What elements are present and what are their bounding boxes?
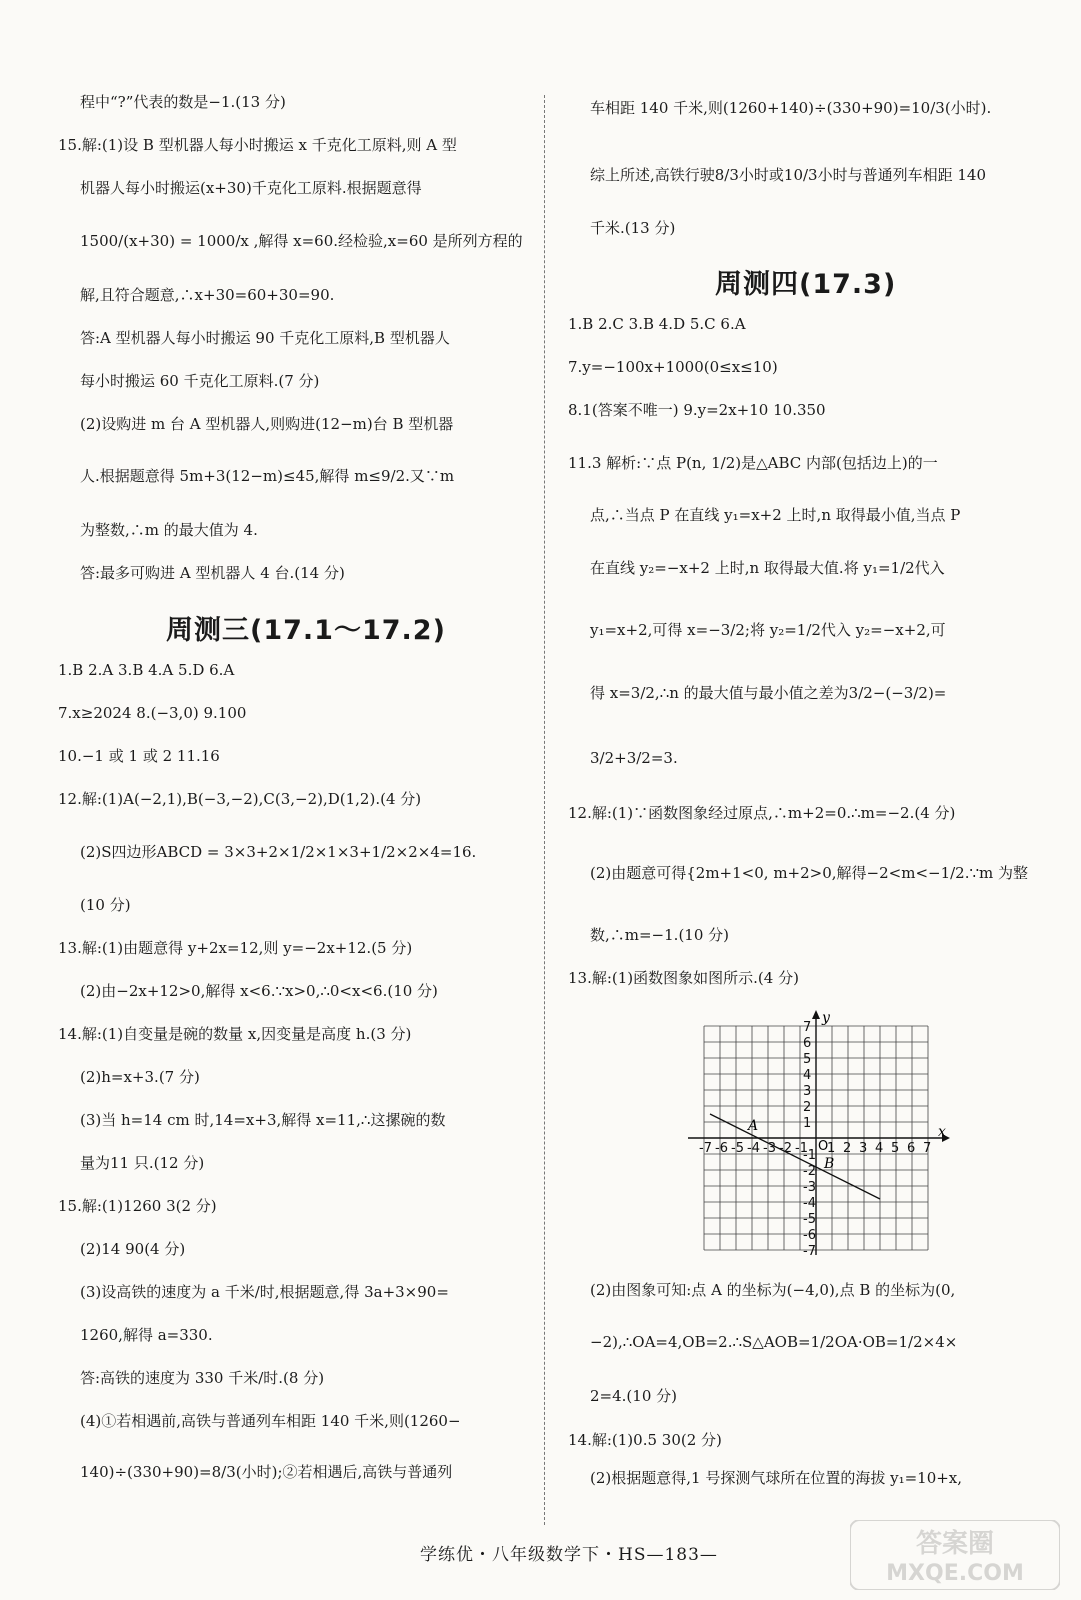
y-tick-label: 6 xyxy=(803,1036,812,1051)
x-tick-label: -5 xyxy=(731,1141,744,1156)
text-line: 量为11 只.(12 分) xyxy=(80,1154,205,1172)
y-tick-label: -4 xyxy=(803,1196,816,1211)
y-tick-label: 2 xyxy=(803,1100,812,1115)
text-line: (2)h=x+3.(7 分) xyxy=(80,1068,200,1086)
text-line: 1.B 2.C 3.B 4.D 5.C 6.A xyxy=(568,315,746,333)
x-tick-label: -4 xyxy=(747,1141,760,1156)
text-line: 得 x=3/2,∴n 的最大值与最小值之差为3/2−(−3/2)= xyxy=(590,684,947,702)
text-line: (3)当 h=14 cm 时,14=x+3,解得 x=11,∴这摞碗的数 xyxy=(80,1111,446,1129)
y-tick-label: -3 xyxy=(803,1180,816,1195)
x-tick-label: -3 xyxy=(763,1141,776,1156)
text-line: −2),∴OA=4,OB=2.∴S△AOB=1/2OA·OB=1/2×4× xyxy=(590,1333,958,1351)
x-tick-label: 2 xyxy=(843,1141,852,1156)
text-line: 10.−1 或 1 或 2 11.16 xyxy=(58,747,220,765)
text-line: (2)根据题意得,1 号探测气球所在位置的海拔 y₁=10+x, xyxy=(590,1469,963,1487)
text-line: 7.x≥2024 8.(−3,0) 9.100 xyxy=(58,704,247,722)
y-tick-label: 5 xyxy=(803,1052,812,1067)
text-line: 综上所述,高铁行驶8/3小时或10/3小时与普通列车相距 140 xyxy=(590,166,986,184)
text-line: 在直线 y₂=−x+2 上时,n 取得最大值.将 y₁=1/2代入 xyxy=(590,559,945,577)
text-line: 140)÷(330+90)=8/3(小时);②若相遇后,高铁与普通列 xyxy=(80,1463,453,1481)
text-line: 12.解:(1)A(−2,1),B(−3,−2),C(3,−2),D(1,2).(4 分) xyxy=(58,790,422,808)
text-line: y₁=x+2,可得 x=−3/2;将 y₂=1/2代入 y₂=−x+2,可 xyxy=(590,621,946,639)
text-line: 机器人每小时搬运(x+30)千克化工原料.根据题意得 xyxy=(80,179,422,197)
x-tick-label: 4 xyxy=(875,1141,884,1156)
text-line: 11.3 解析:∵点 P(n, 1/2)是△ABC 内部(包括边上)的一 xyxy=(568,454,938,472)
text-line: 13.解:(1)函数图象如图所示.(4 分) xyxy=(568,969,799,987)
text-line: (2)由图象可知:点 A 的坐标为(−4,0),点 B 的坐标为(0, xyxy=(590,1281,956,1299)
x-tick-label: -6 xyxy=(715,1141,728,1156)
text-line: 14.解:(1)0.5 30(2 分) xyxy=(568,1431,722,1449)
text-line: 12.解:(1)∵函数图象经过原点,∴m+2=0.∴m=−2.(4 分) xyxy=(568,804,956,822)
text-line: 人.根据题意得 5m+3(12−m)≤45,解得 m≤9/2.又∵m xyxy=(80,467,455,485)
text-line: 答:A 型机器人每小时搬运 90 千克化工原料,B 型机器人 xyxy=(80,329,450,347)
svg-text:MXQE.COM: MXQE.COM xyxy=(886,1561,1024,1586)
text-line: 3/2+3/2=3. xyxy=(590,749,678,767)
x-tick-label: -2 xyxy=(779,1141,792,1156)
text-line: (4)①若相遇前,高铁与普通列车相距 140 千米,则(1260− xyxy=(80,1412,461,1430)
text-line: (10 分) xyxy=(80,896,131,914)
text-line: (3)设高铁的速度为 a 千米/时,根据题意,得 3a+3×90= xyxy=(80,1283,449,1301)
function-graph xyxy=(688,1010,958,1260)
page-footer: 学练优・八年级数学下・HS—183— xyxy=(420,1545,718,1565)
y-tick-label: -7 xyxy=(803,1244,816,1259)
x-axis-label: x xyxy=(938,1124,946,1140)
text-line: 每小时搬运 60 千克化工原料.(7 分) xyxy=(80,372,320,390)
text-line: (2)由−2x+12>0,解得 x<6.∵x>0,∴0<x<6.(10 分) xyxy=(80,982,438,1000)
y-tick-label: 7 xyxy=(803,1020,812,1035)
text-line: 答:最多可购进 A 型机器人 4 台.(14 分) xyxy=(80,564,345,582)
text-line: 2=4.(10 分) xyxy=(590,1387,677,1405)
point-b-label: B xyxy=(824,1156,835,1172)
y-tick-label: 4 xyxy=(803,1068,812,1083)
text-line: 解,且符合题意,∴x+30=60+30=90. xyxy=(80,286,335,304)
section-heading-week-3: 周测三(17.1～17.2) xyxy=(166,615,446,646)
y-tick-label: -6 xyxy=(803,1228,816,1243)
text-line: 为整数,∴m 的最大值为 4. xyxy=(80,521,258,539)
text-line: 程中“?”代表的数是−1.(13 分) xyxy=(80,93,286,111)
text-line: (2)S四边形ABCD = 3×3+2×1/2×1×3+1/2×2×4=16. xyxy=(80,843,477,861)
y-tick-label: 1 xyxy=(803,1116,812,1131)
x-tick-label: 1 xyxy=(827,1141,836,1156)
text-line: 13.解:(1)由题意得 y+2x=12,则 y=−2x+12.(5 分) xyxy=(58,939,413,957)
y-tick-label: -2 xyxy=(803,1164,816,1179)
svg-text:答案圈: 答案圈 xyxy=(915,1529,995,1559)
text-line: 车相距 140 千米,则(1260+140)÷(330+90)=10/3(小时). xyxy=(590,99,992,117)
y-tick-label: 3 xyxy=(803,1084,812,1099)
text-line: 1260,解得 a=330. xyxy=(80,1326,213,1344)
x-tick-label: -7 xyxy=(699,1141,712,1156)
text-line: (2)14 90(4 分) xyxy=(80,1240,186,1258)
text-line: (2)由题意可得{2m+1<0, m+2>0,解得−2<m<−1/2.∵m 为整 xyxy=(590,864,1029,882)
column-divider xyxy=(544,95,545,1525)
text-line: 答:高铁的速度为 330 千米/时.(8 分) xyxy=(80,1369,325,1387)
x-tick-label: 6 xyxy=(907,1141,916,1156)
text-line: 1.B 2.A 3.B 4.A 5.D 6.A xyxy=(58,661,235,679)
x-tick-label: 3 xyxy=(859,1141,868,1156)
x-tick-label: 5 xyxy=(891,1141,900,1156)
y-tick-label: -5 xyxy=(803,1212,816,1227)
y-axis-arrow-icon xyxy=(812,1010,820,1019)
text-line: 7.y=−100x+1000(0≤x≤10) xyxy=(568,358,778,376)
text-line: 点,∴当点 P 在直线 y₁=x+2 上时,n 取得最小值,当点 P xyxy=(590,506,961,524)
text-line: (2)设购进 m 台 A 型机器人,则购进(12−m)台 B 型机器 xyxy=(80,415,454,433)
y-tick-label: -1 xyxy=(803,1148,816,1163)
origin-label: O xyxy=(818,1139,829,1154)
y-axis-label: y xyxy=(822,1010,830,1026)
point-a-label: A xyxy=(748,1118,759,1134)
text-line: 15.解:(1)1260 3(2 分) xyxy=(58,1197,217,1215)
text-line: 14.解:(1)自变量是碗的数量 x,因变量是高度 h.(3 分) xyxy=(58,1025,412,1043)
x-tick-label: 7 xyxy=(923,1141,932,1156)
x-tick-label: -1 xyxy=(795,1141,808,1156)
text-line: 千米.(13 分) xyxy=(590,219,676,237)
watermark-logo xyxy=(850,1520,1060,1590)
text-line: 数,∴m=−1.(10 分) xyxy=(590,926,729,944)
section-heading-week-4: 周测四(17.3) xyxy=(715,269,897,300)
text-line: 8.1(答案不唯一) 9.y=2x+10 10.350 xyxy=(568,401,826,419)
text-line: 1500/(x+30) = 1000/x ,解得 x=60.经检验,x=60 是所列方程的 xyxy=(80,232,523,250)
text-line: 15.解:(1)设 B 型机器人每小时搬运 x 千克化工原料,则 A 型 xyxy=(58,136,457,154)
